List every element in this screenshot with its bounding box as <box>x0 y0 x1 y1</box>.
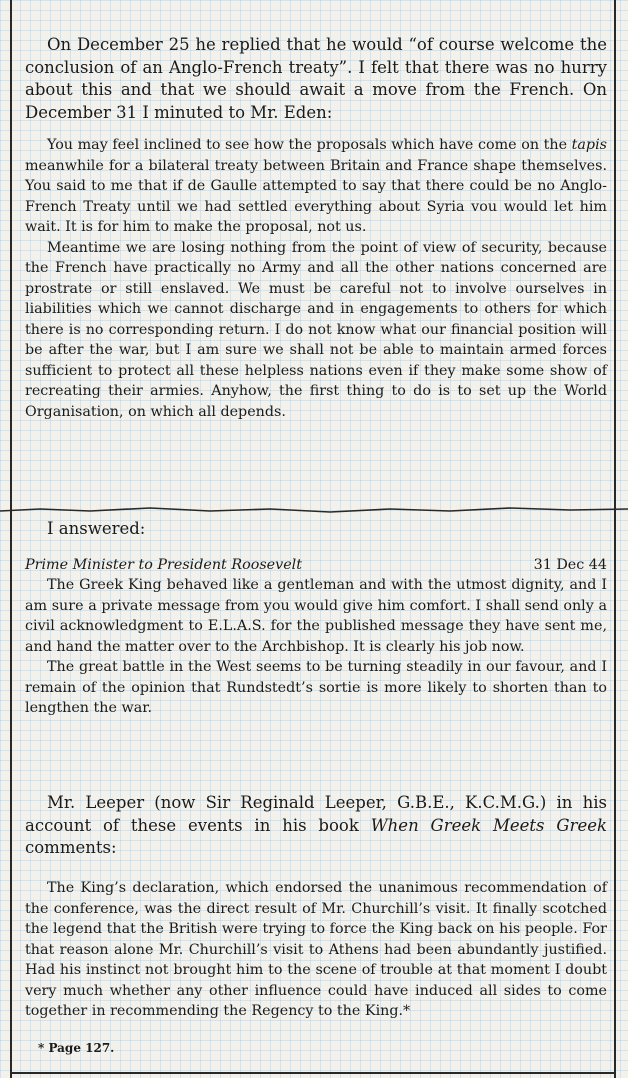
footnote: * Page 127. <box>38 1041 115 1055</box>
leeper-intro: Mr. Leeper (now Sir Reginald Leeper, G.B.E., K.C.M.G.) in his account of these events in his book When Greek Meets Greek comments: <box>25 793 607 857</box>
italic-tapis: tapis <box>571 137 607 153</box>
intro-paragraph: On December 25 he replied that he would “of course welcome the conclusion of an Anglo-French treaty”. I felt that there was no hurry about this and that we should await a move from the French. On December 31 I minuted to Mr. Eden: <box>25 35 607 122</box>
paper-tear-line <box>0 505 628 515</box>
minute-paragraph-1: You may feel inclined to see how the proposals which have come on the tapis meanwhile for a bilateral treaty between Britain and France shape themselves. You said to me that if de Gaulle attempted to say that there could be no Anglo-French Treaty until we had settled everything about Syria vou would let him wait. It is for him to make the proposal, not us. <box>25 137 607 235</box>
eden-minute <box>25 135 607 422</box>
answered-line: I answered: <box>47 519 146 538</box>
answered-line-block <box>25 518 607 541</box>
page-right-border <box>614 0 616 1078</box>
page-left-border <box>10 0 12 1078</box>
roosevelt-telegram <box>25 555 607 719</box>
minute-paragraph-2: Meantime we are losing nothing from the point of view of security, because the French have practically no Army and all the other nations concerned are prostrate or still enslaved. We must be careful not to involve ourselves in liabilities which we cannot discharge and in engagements to others for which there is no corresponding return. I do not know what our financial position will be after the war, but I am sure we shall not be able to maintain armed forces sufficient to protect all these helpless nations even if they make some show of recreating their armies. Anyhow, the first thing to do is to set up the World Organisation, on which all depends. <box>25 239 607 420</box>
leeper-quote-block <box>25 878 607 1022</box>
telegram-sender: Prime Minister to President Roosevelt <box>25 557 302 573</box>
telegram-paragraph-1: The Greek King behaved like a gentleman and with the utmost dignity, and I am sure a private message from you would give him comfort. I shall send only a civil acknowledgment to E.L.A.S. for the published message they have sent me, and hand the matter over to the Archbishop. It is clearly his job now. <box>25 577 607 655</box>
book-title: When Greek Meets Greek <box>370 815 607 835</box>
telegram-date: 31 Dec 44 <box>533 557 607 573</box>
leeper-intro-block <box>25 792 607 860</box>
telegram-dateline <box>25 555 607 575</box>
page-bottom-border <box>10 1072 616 1074</box>
intro-paragraph-block <box>25 34 607 124</box>
telegram-paragraph-2: The great battle in the West seems to be turning steadily in our favour, and I remain of the opinion that Rundstedt’s sortie is more likely to shorten than to lengthen the war. <box>25 659 607 716</box>
leeper-quote: The King’s declaration, which endorsed the unanimous recommendation of the conference, was the direct result of Mr. Churchill’s visit. It finally scotched the legend that the British were trying to force the King back on his people. For that reason alone Mr. Churchill’s visit to Athens had been abundantly justified. Had his instinct not brought him to the scene of trouble at that moment I doubt very much whether any other influence could have induced all sides to come together in recommending the Regency to the King.* <box>25 880 607 1019</box>
